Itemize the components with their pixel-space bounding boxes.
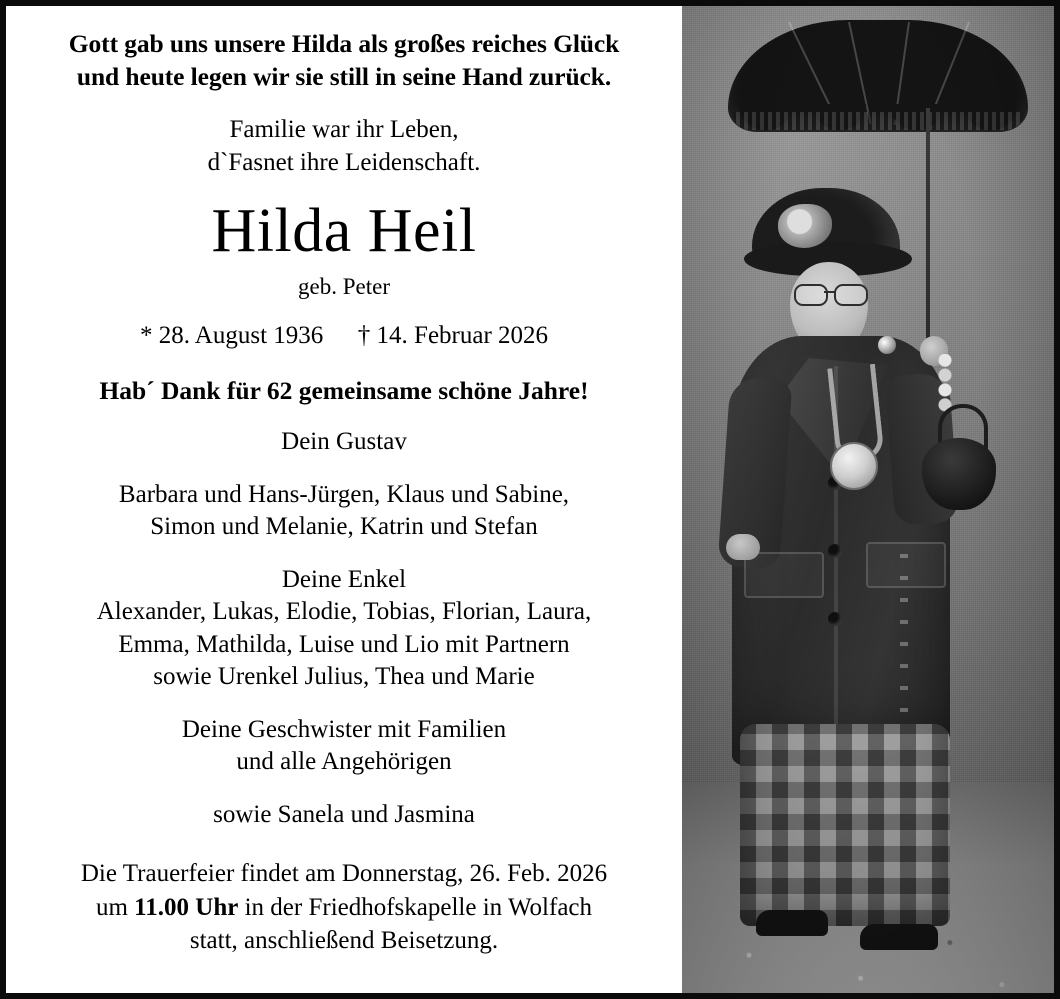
funeral-details: [24, 857, 664, 958]
glasses-bridge: [824, 291, 836, 293]
children-block: [24, 479, 664, 544]
coat-stitching: [900, 554, 908, 732]
subverse-line-2: d`Fasnet ihre Leidenschaft.: [207, 149, 481, 177]
grandchildren-line-1: Alexander, Lukas, Elodie, Tobias, Florian, Laura,: [96, 598, 592, 626]
funeral-time-prefix: um: [95, 893, 135, 921]
grandchildren-line-3: sowie Urenkel Julius, Thea und Marie: [153, 663, 535, 691]
checked-skirt: [740, 724, 950, 926]
portrait-photo: [682, 6, 1054, 993]
grandchildren-line-2: Emma, Mathilda, Luise und Lio mit Partnern: [118, 630, 570, 658]
obituary-text-panel: [6, 6, 682, 993]
thanks-line: Hab´ Dank für 62 gemeinsame schöne Jahre!: [99, 376, 589, 406]
life-dates: [24, 322, 664, 350]
deceased-name: Hilda Heil: [211, 197, 477, 266]
verse-line-2: und heute legen wir sie still in seine Hand zurück.: [76, 61, 612, 91]
siblings-line-1: Deine Geschwister mit Familien: [181, 715, 507, 743]
coat-button: [828, 544, 842, 558]
death-date: † 14. Februar 2026: [357, 322, 549, 350]
verse: [24, 28, 664, 93]
glasses-icon: [792, 284, 868, 302]
subverse-line-1: Familie war ihr Leben,: [229, 116, 459, 144]
siblings-block: [24, 714, 664, 779]
left-hand: [726, 534, 760, 560]
children-line-1: Barbara und Hans-Jürgen, Klaus und Sabine,: [118, 480, 570, 508]
children-line-2: Simon und Melanie, Katrin und Stefan: [150, 513, 538, 541]
coat-pocket-left: [744, 552, 824, 598]
medal: [830, 442, 878, 490]
funeral-line-3: statt, anschließend Beisetzung.: [189, 927, 499, 955]
brooch-pin: [878, 336, 896, 354]
funeral-place: in der Friedhofskapelle in Wolfach: [238, 893, 593, 921]
handbag: [922, 438, 996, 510]
grandchildren-heading: Deine Enkel: [281, 565, 407, 593]
coat-button: [828, 612, 842, 626]
maiden-name: geb. Peter: [298, 274, 390, 300]
others-line: sowie Sanela und Jasmina: [213, 800, 475, 828]
spouse-line: Dein Gustav: [281, 428, 407, 456]
glasses-lens-left: [794, 284, 828, 306]
woman-figure: [682, 6, 1054, 993]
shoe-left: [756, 910, 828, 936]
glasses-lens-right: [834, 284, 868, 306]
siblings-line-2: und alle Angehörigen: [236, 748, 452, 776]
funeral-time: 11.00 Uhr: [134, 893, 239, 921]
birth-date: * 28. August 1936: [139, 322, 324, 350]
funeral-line-2: [24, 891, 664, 925]
shoe-right: [860, 924, 938, 950]
subverse: [24, 113, 664, 179]
funeral-line-1: Die Trauerfeier findet am Donnerstag, 26. Feb. 2026: [80, 860, 608, 888]
grandchildren-block: [24, 564, 664, 694]
verse-line-1: Gott gab uns unsere Hilda als großes reiches Glück: [68, 29, 620, 58]
